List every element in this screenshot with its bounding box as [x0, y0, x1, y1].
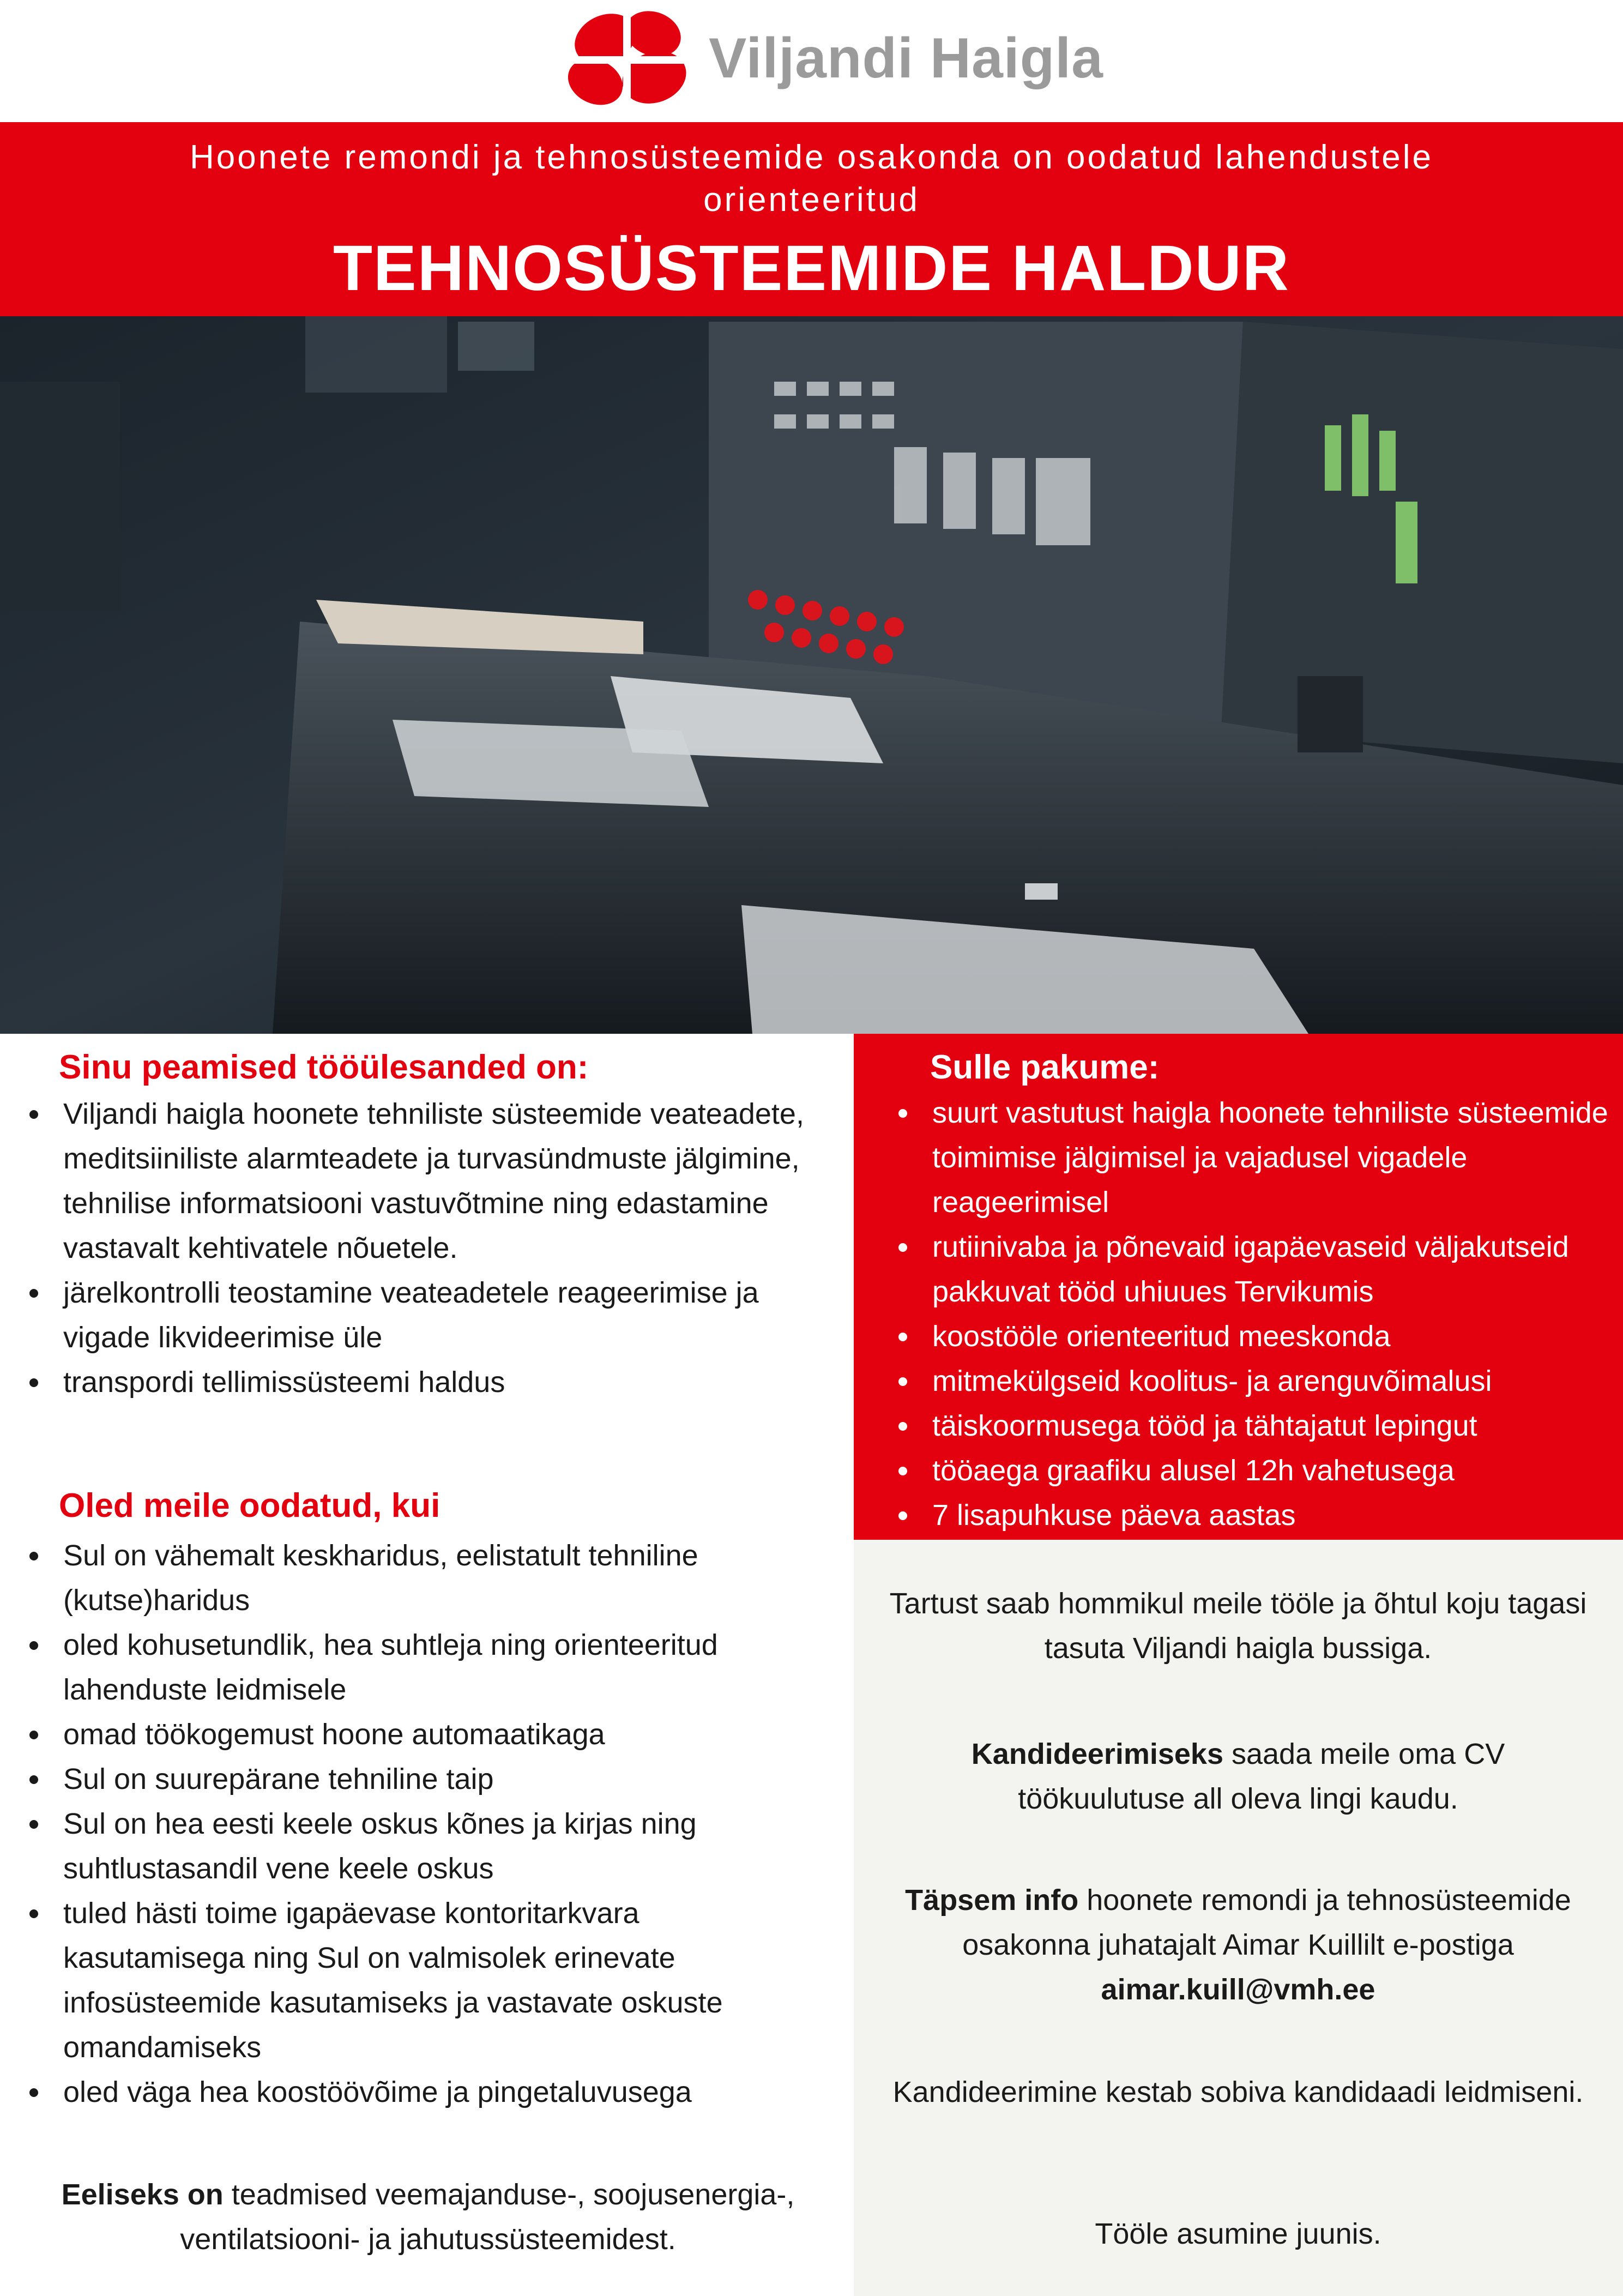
start-info: Tööle asumine juunis. [1095, 2217, 1381, 2250]
contact-text: hoonete remondi ja tehnosüsteemide osakonna juhatajalt Aimar Kuillilt e-postiga [962, 1884, 1571, 1961]
list-item: tööaega graafiku alusel 12h vahetusega [893, 1448, 1613, 1493]
offer-list [893, 1090, 1613, 1538]
list-item: Sul on hea eesti keele oskus kõnes ja kirjas ning suhtlustasandil vene keele oskus [24, 1801, 804, 1891]
list-item: Sul on vähemalt keskharidus, eelistatult tehniline (kutse)haridus [24, 1533, 804, 1623]
job-title: TEHNOSÜSTEEMIDE HALDUR [333, 232, 1290, 304]
advantage-note [16, 2172, 840, 2262]
list-item: 7 lisapuhkuse päeva aastas [893, 1493, 1613, 1538]
list-item: suurt vastutust haigla hoonete tehniliste süsteemide toimimise jälgimisel ja vajadusel vigadele reageerimisel [893, 1090, 1613, 1225]
offer-panel [854, 1034, 1623, 1540]
requirements-list [24, 1533, 804, 2114]
list-item: mitmekülgseid koolitus- ja arenguvõimalusi [893, 1359, 1613, 1403]
bus-info: Tartust saab hommikul meile tööle ja õhtul koju tagasi tasuta Viljandi haigla bussiga. [889, 1587, 1587, 1665]
left-column [0, 1034, 854, 2296]
apply-bold: Kandideerimiseks [971, 1738, 1223, 1770]
list-item: transpordi tellimissüsteemi haldus [24, 1360, 831, 1405]
control-panel-photo [0, 316, 1623, 1034]
list-item: rutiinivaba ja põnevaid igapäevaseid väljakutseid pakkuvat tööd uhiuues Tervikumis [893, 1225, 1613, 1314]
header-subtitle: Hoonete remondi ja tehnosüsteemide osakonda on oodatud lahendustele orienteeritud [189, 138, 1434, 219]
logo-text: Viljandi Haigla [709, 27, 1103, 90]
deadline-info: Kandideerimine kestab sobiva kandidaadi leidmiseni. [892, 2076, 1584, 2108]
list-item: Viljandi haigla hoonete tehniliste süsteemide veateadete, meditsiiniliste alarmteadete ja turvasündmuste jälgimine, tehnilise informatsiooni vastuvõtmine ning edastamine vastavalt kehtivatele nõuetele. [24, 1092, 831, 1270]
advantage-text: teadmised veemajanduse-, soojusenergia-, ventilatsiooni- ja jahutussüsteemidest. [180, 2178, 795, 2256]
apply-text: saada meile oma CV töökuulutuse all oleva lingi kaudu. [1018, 1738, 1505, 1815]
list-item: koostööle orienteeritud meeskonda [893, 1314, 1613, 1359]
list-item: omad töökogemust hoone automaatikaga [24, 1712, 804, 1757]
list-item: oled kohusetundlik, hea suhtleja ning orienteeritud lahenduste leidmisele [24, 1623, 804, 1712]
contact-email-link[interactable]: aimar.kuill@vmh.ee [1101, 1973, 1375, 2006]
tasks-title: Sinu peamised tööülesanded on: [59, 1048, 589, 1086]
logo [562, 5, 1103, 115]
header-band [0, 122, 1623, 316]
contact-info [886, 1878, 1590, 2012]
list-item: Sul on suurepärane tehniline taip [24, 1757, 804, 1801]
requirements-title: Oled meile oodatud, kui [59, 1487, 441, 1524]
info-panel [854, 1540, 1623, 2296]
tasks-list [24, 1092, 831, 1405]
apply-info [886, 1732, 1590, 1821]
offer-title: Sulle pakume: [930, 1048, 1160, 1086]
list-item: täiskoormusega tööd ja tähtajatut lepingut [893, 1403, 1613, 1448]
contact-bold: Täpsem info [905, 1884, 1079, 1917]
list-item: oled väga hea koostöövõime ja pingetaluvusega [24, 2070, 804, 2114]
list-item: järelkontrolli teostamine veateadetele reageerimise ja vigade likvideerimise üle [24, 1270, 831, 1360]
flower-petals-logo-icon [562, 5, 692, 115]
advantage-bold: Eeliseks on [61, 2178, 224, 2211]
list-item: tuled hästi toime igapäevase kontoritarkvara kasutamisega ning Sul on valmisolek erinevate infosüsteemide kasutamiseks ja vastavate oskuste omandamiseks [24, 1891, 804, 2070]
